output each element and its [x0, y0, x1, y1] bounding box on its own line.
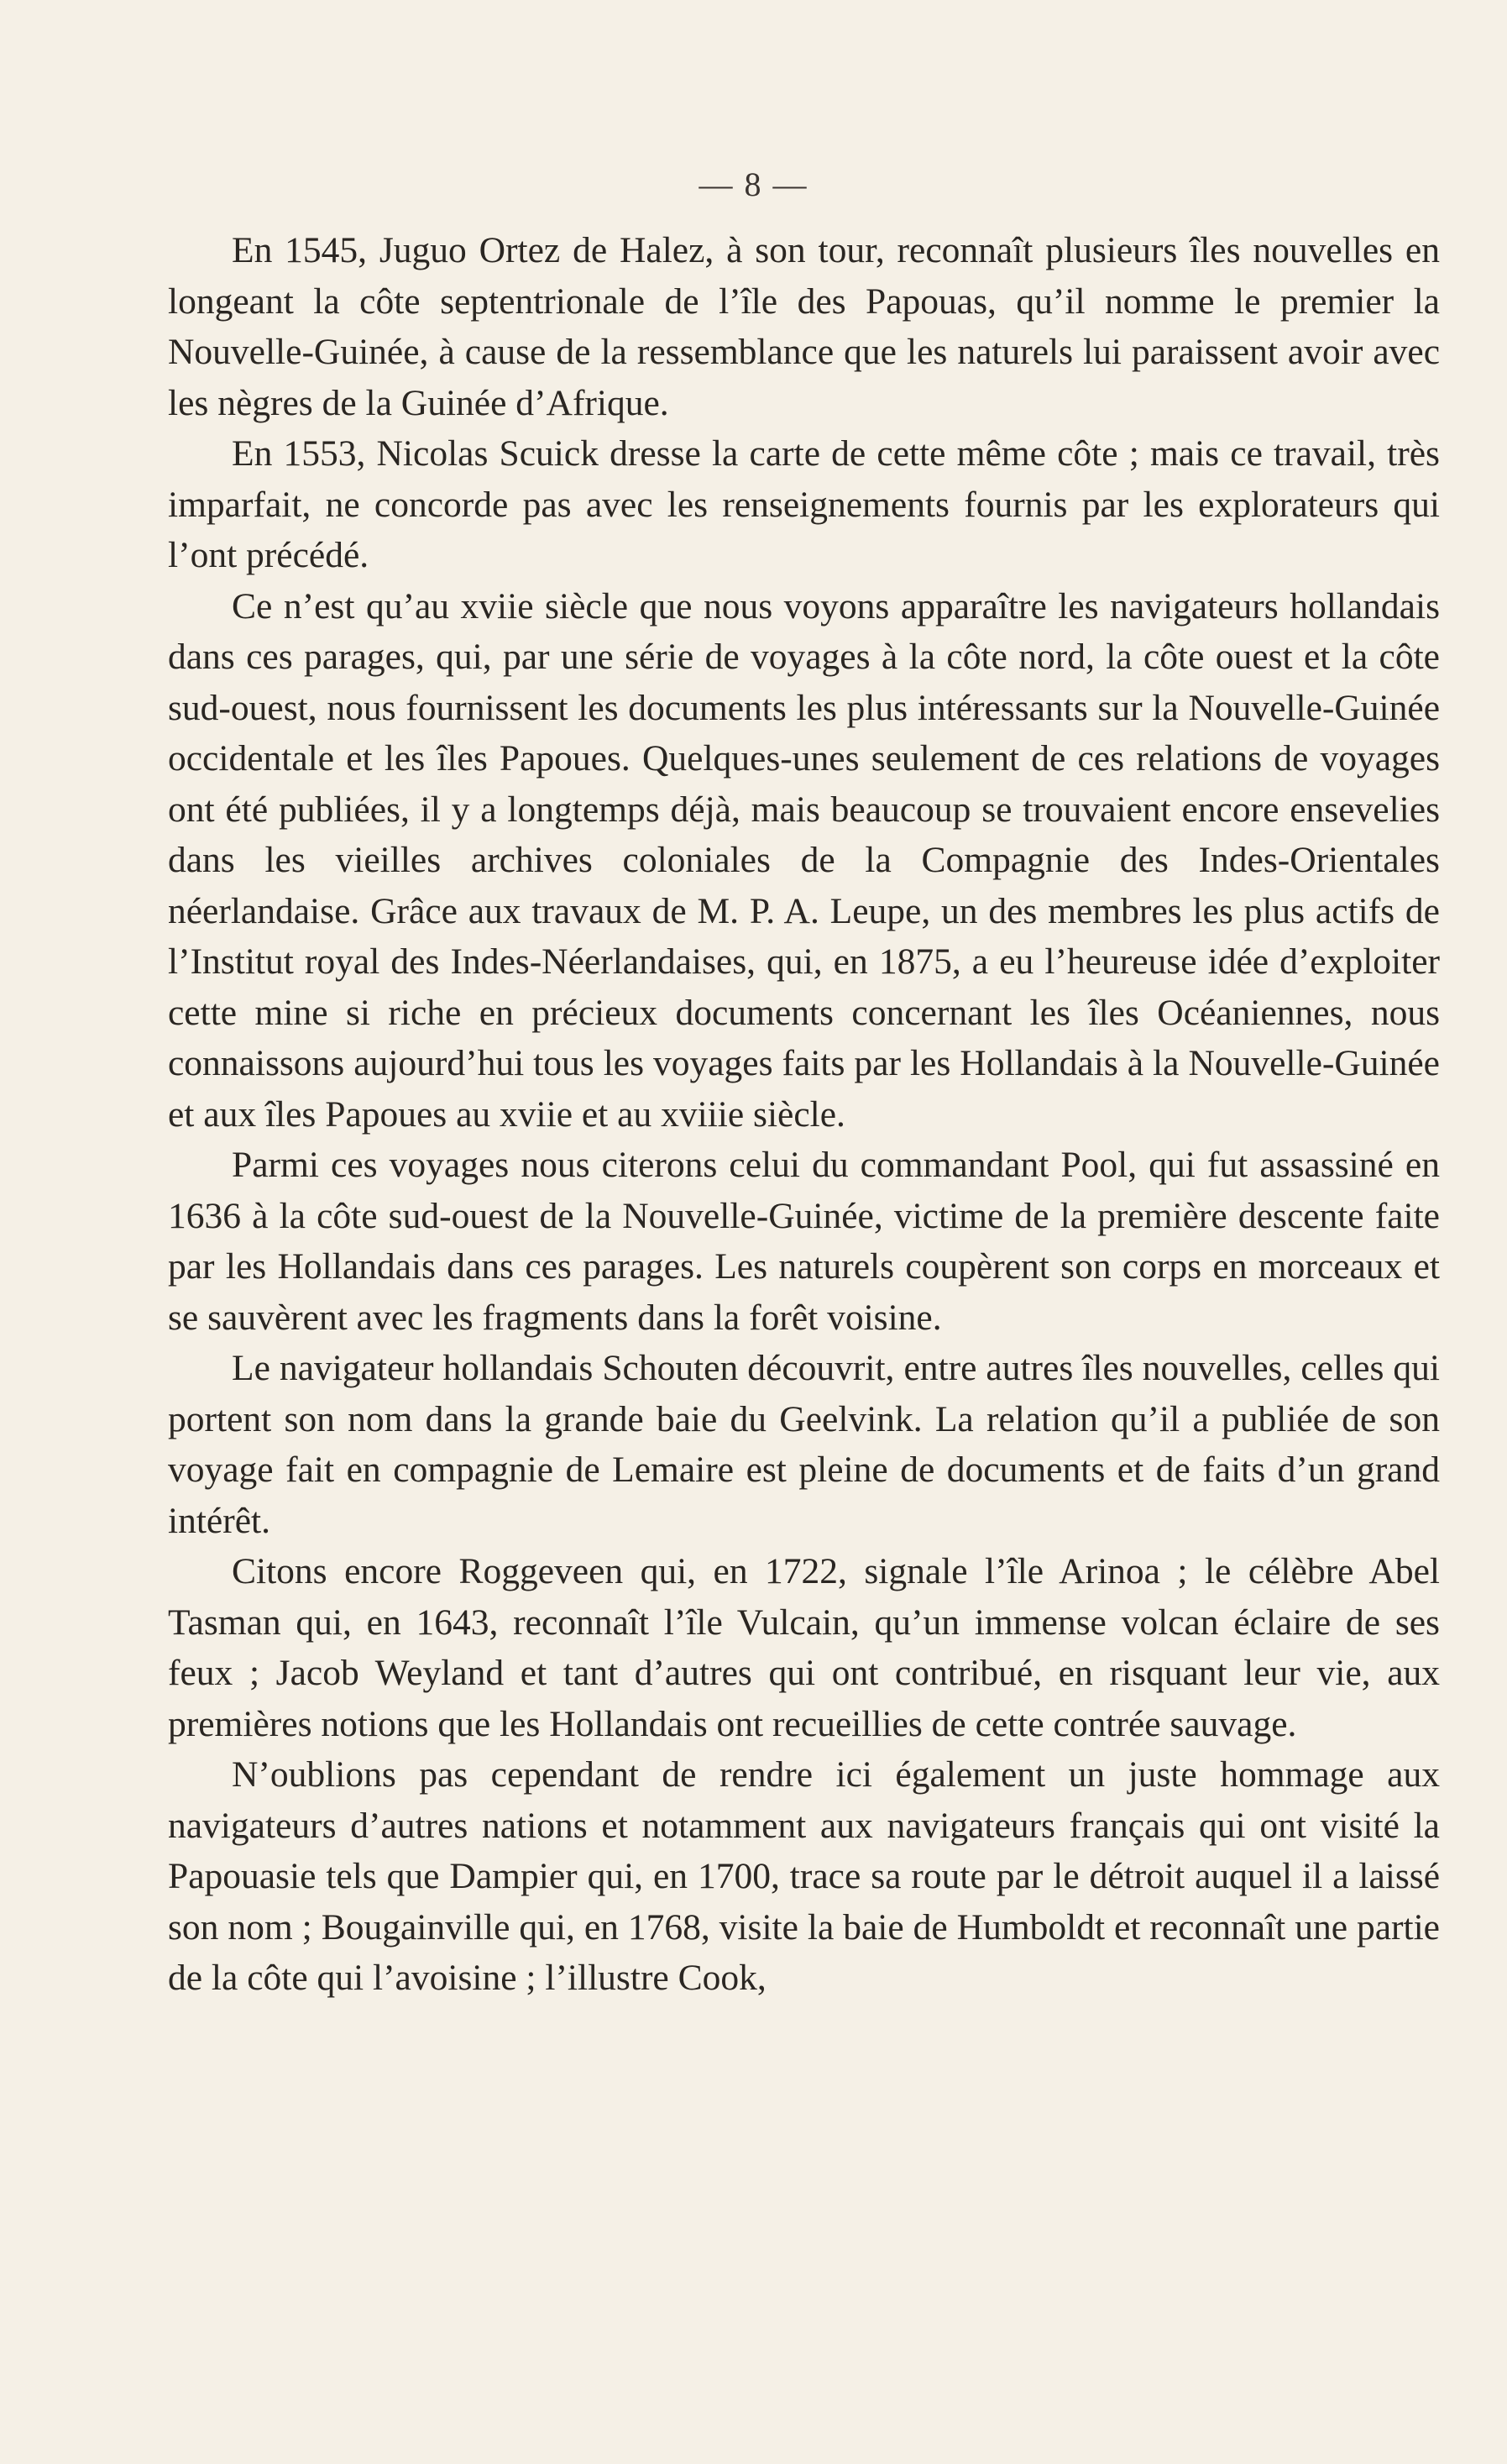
paragraph-4: Parmi ces voyages nous citerons celui du commandant Pool, qui fut assassiné en 1636 à la côte sud-ouest de la Nouvelle-Guinée, victime de la première descente faite par les Hollandais dans ces parages. Les naturels coupèrent son corps en morceaux et se sauvèrent avec les fragments dans la forêt voisine.: [168, 1145, 1440, 1338]
paragraph-3: Ce n’est qu’au xviie siècle que nous voyons apparaître les navigateurs hollandais dans ces parages, qui, par une série de voyages à la côte nord, la côte ouest et la côte sud-ouest, nous fournissent les documents les plus intéressants sur la Nouvelle-Guinée occidentale et les îles Papoues. Quelques-unes seulement de ces relations de voyages ont été publiées, il y a longtemps déjà, mais beaucoup se trouvaient encore ensevelies dans les vieilles archives coloniales de la Compagnie des Indes-Orientales néerlandaise. Grâce aux travaux de M. P. A. Leupe, un des membres les plus actifs de l’Institut royal des Indes-Néerlandaises, qui, en 1875, a eu l’heureuse idée d’exploiter cette mine si riche en précieux documents concernant les îles Océaniennes, nous connaissons aujourd’hui tous les voyages faits par les Hollandais à la Nouvelle-Guinée et aux îles Papoues au xviie et au xviiie siècle.: [168, 585, 1440, 1135]
page-number: — 8 —: [699, 165, 808, 203]
paragraph-1: En 1545, Juguo Ortez de Halez, à son tour, reconnaît plusieurs îles nouvelles en longeant la côte septentrionale de l’île des Papouas, qu’il nomme le premier la Nouvelle-Guinée, à cause de la ressemblance que les naturels lui paraissent avoir avec les nègres de la Guinée d’Afrique.: [168, 230, 1440, 423]
paragraph-6: Citons encore Roggeveen qui, en 1722, signale l’île Arinoa ; le célèbre Abel Tasman qui, en 1643, reconnaît l’île Vulcain, qu’un immense volcan éclaire de ses feux ; Jacob Weyland et tant d’autres qui ont contribué, en risquant leur vie, aux premières notions que les Hollandais ont recueillies de cette contrée sauvage.: [168, 1551, 1440, 1744]
paragraph-2: En 1553, Nicolas Scuick dresse la carte de cette même côte ; mais ce travail, très imparfait, ne concorde pas avec les renseignements fournis par les explorateurs qui l’ont précédé.: [168, 433, 1440, 575]
paragraph-5: Le navigateur hollandais Schouten découvrit, entre autres îles nouvelles, celles qui portent son nom dans la grande baie du Geelvink. La relation qu’il a publiée de son voyage fait en compagnie de Lemaire est pleine de documents et de faits d’un grand intérêt.: [168, 1348, 1440, 1541]
body-text: [168, 225, 1440, 2004]
paragraph-7: N’oublions pas cependant de rendre ici également un juste hommage aux navigateurs d’autres nations et notamment aux navigateurs français qui ont visité la Papouasie tels que Dampier qui, en 1700, trace sa route par le détroit auquel il a laissé son nom ; Bougainville qui, en 1768, visite la baie de Humboldt et reconnaît une partie de la côte qui l’avoisine ; l’illustre Cook,: [168, 1754, 1440, 1998]
